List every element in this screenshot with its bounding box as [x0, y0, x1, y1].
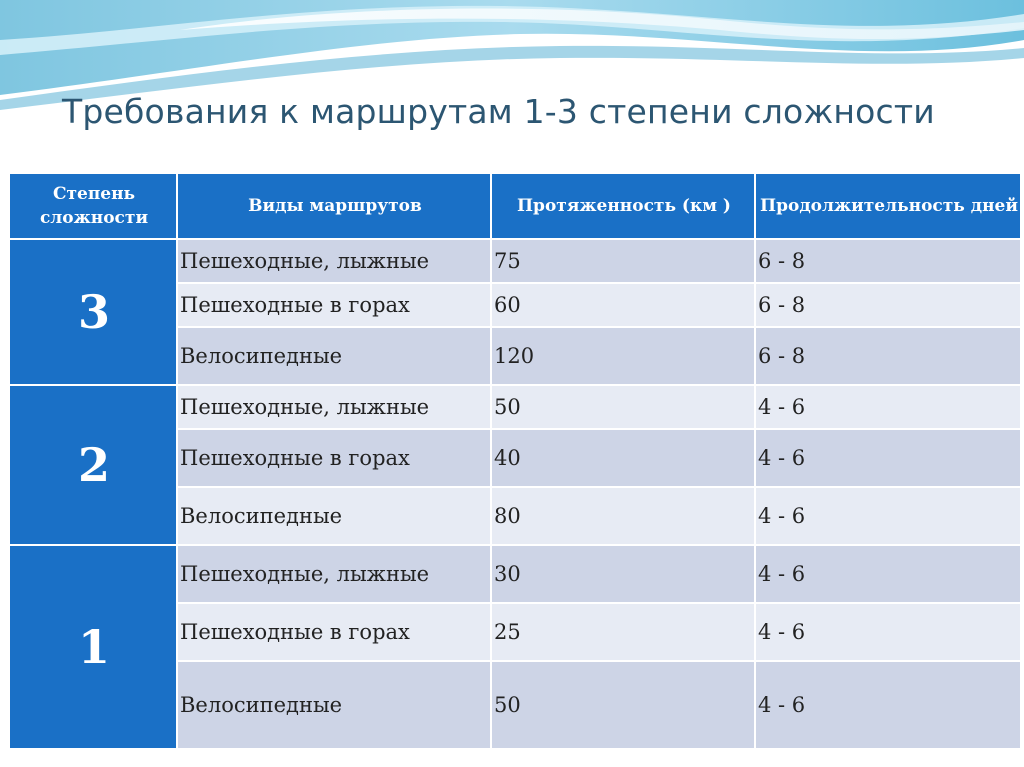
distance-cell: 60	[491, 283, 755, 327]
difficulty-level-cell: 2	[9, 385, 177, 545]
duration-cell: 4 - 6	[755, 661, 1021, 749]
route-type-cell: Пешеходные, лыжные	[177, 545, 491, 603]
duration-cell: 4 - 6	[755, 545, 1021, 603]
route-type-cell: Велосипедные	[177, 327, 491, 385]
header-route-type: Виды маршрутов	[177, 173, 491, 239]
table-row	[9, 545, 1021, 603]
distance-cell: 30	[491, 545, 755, 603]
difficulty-level-cell: 3	[9, 239, 177, 385]
table-row	[9, 239, 1021, 283]
distance-cell: 50	[491, 661, 755, 749]
route-type-cell: Велосипедные	[177, 661, 491, 749]
duration-cell: 6 - 8	[755, 327, 1021, 385]
header-duration-days: Продолжительность дней	[755, 173, 1021, 239]
route-type-cell: Пешеходные в горах	[177, 283, 491, 327]
route-type-cell: Велосипедные	[177, 487, 491, 545]
slide-title: Требования к маршрутам 1-3 степени сложности	[62, 92, 935, 131]
distance-cell: 120	[491, 327, 755, 385]
duration-cell: 4 - 6	[755, 429, 1021, 487]
route-requirements-table	[8, 172, 1022, 750]
header-distance: Протяженность (км )	[491, 173, 755, 239]
duration-cell: 4 - 6	[755, 603, 1021, 661]
route-type-cell: Пешеходные в горах	[177, 429, 491, 487]
duration-cell: 6 - 8	[755, 239, 1021, 283]
route-type-cell: Пешеходные, лыжные	[177, 385, 491, 429]
difficulty-level-cell: 1	[9, 545, 177, 749]
route-type-cell: Пешеходные в горах	[177, 603, 491, 661]
distance-cell: 75	[491, 239, 755, 283]
duration-cell: 6 - 8	[755, 283, 1021, 327]
table-row	[9, 385, 1021, 429]
header-difficulty-level: Степень сложности	[9, 173, 177, 239]
distance-cell: 80	[491, 487, 755, 545]
duration-cell: 4 - 6	[755, 487, 1021, 545]
table-header-row	[9, 173, 1021, 239]
distance-cell: 50	[491, 385, 755, 429]
distance-cell: 40	[491, 429, 755, 487]
distance-cell: 25	[491, 603, 755, 661]
duration-cell: 4 - 6	[755, 385, 1021, 429]
route-type-cell: Пешеходные, лыжные	[177, 239, 491, 283]
